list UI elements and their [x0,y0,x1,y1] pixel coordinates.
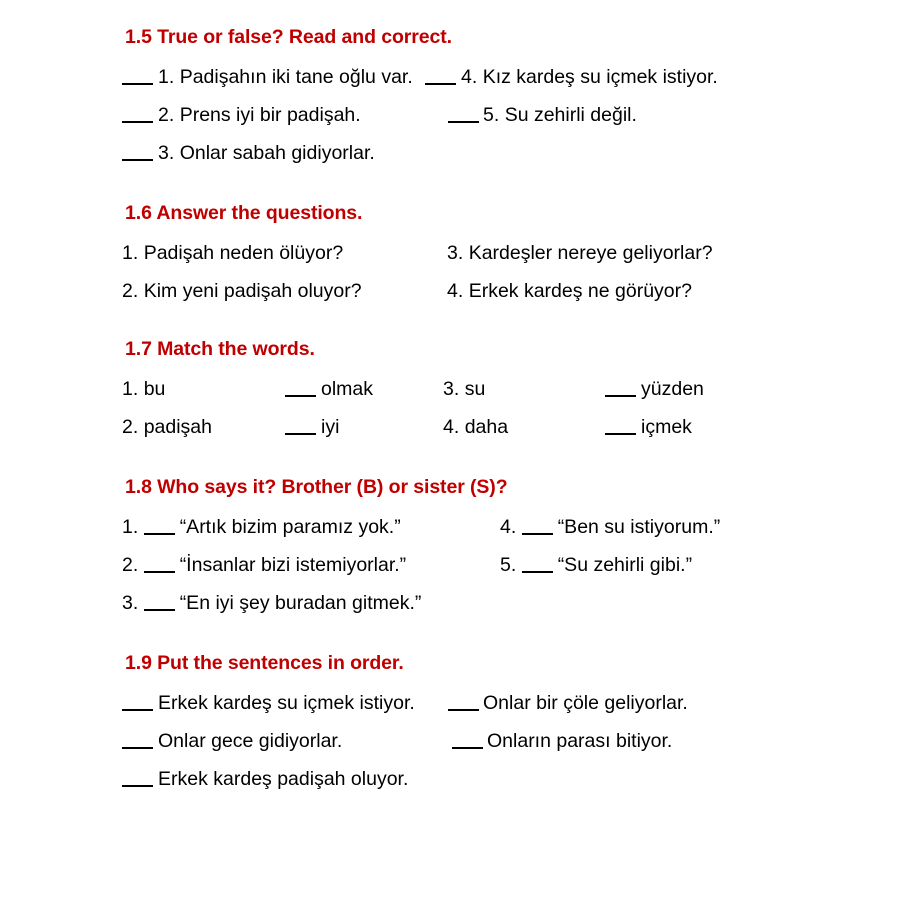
answer-blank[interactable] [425,64,456,85]
order-item-1-9-2 [122,722,342,760]
item-text: “En iyi şey buradan gitmek.” [179,592,422,614]
worksheet-row [0,272,914,310]
item-number: 3. [447,242,464,264]
item-number: 1. [122,242,139,264]
answer-blank[interactable] [605,376,636,397]
item-number: 4. [461,66,478,88]
worksheet-row [0,546,914,584]
worksheet-row [0,684,914,722]
item-number: 2. [122,554,139,576]
section-heading-1-8: 1.8 Who says it? Brother (B) or sister (S)? [125,476,508,498]
item-number: 4. [443,416,460,438]
answer-blank[interactable] [448,690,479,711]
item-text: Erkek kardeş ne görüyor? [468,280,692,302]
item-text: “Su zehirli gibi.” [557,554,693,576]
match-target-1-7-d [605,408,692,446]
item-text: Erkek kardeş su içmek istiyor. [158,692,415,714]
match-target-1-7-b [285,408,339,446]
item-number: 2. [158,104,175,126]
order-item-1-9-1 [122,684,415,722]
answer-blank[interactable] [122,102,153,123]
answer-blank[interactable] [122,140,153,161]
item-text: Onlar bir çöle geliyorlar. [483,692,688,714]
item-text: Prens iyi bir padişah. [179,104,361,126]
answer-blank[interactable] [448,102,479,123]
item-text: Kardeşler nereye geliyorlar? [468,242,713,264]
match-item-1-7-3 [443,370,485,408]
item-text: Erkek kardeş padişah oluyor. [158,768,409,790]
answer-blank[interactable] [122,64,153,85]
answer-item-1-5-5 [448,96,637,134]
answer-blank[interactable] [285,376,316,397]
item-text: Su zehirli değil. [504,104,637,126]
section-1-9 [0,648,914,798]
question-item-1-6-4 [447,272,692,310]
item-number: 4. [447,280,464,302]
match-item-1-7-1 [122,370,165,408]
answer-blank[interactable] [605,414,636,435]
item-number: 2. [122,416,139,438]
item-text: Padişah neden ölüyor? [143,242,344,264]
worksheet-row [0,722,914,760]
answer-blank[interactable] [452,728,483,749]
answer-blank[interactable] [122,690,153,711]
item-text: daha [464,416,509,438]
worksheet-row [0,760,914,798]
worksheet-row [0,370,914,408]
quote-item-1-8-4 [500,508,720,546]
question-item-1-6-2 [122,272,362,310]
answer-blank[interactable] [144,590,175,611]
item-text: Padişahın iki tane oğlu var. [179,66,413,88]
answer-blank[interactable] [144,514,175,535]
worksheet-row [0,408,914,446]
quote-item-1-8-5 [500,546,692,584]
answer-blank[interactable] [122,728,153,749]
answer-blank[interactable] [144,552,175,573]
section-heading-1-6: 1.6 Answer the questions. [125,202,363,224]
answer-item-1-5-2 [122,96,361,134]
question-item-1-6-1 [122,234,343,272]
item-text: “Ben su istiyorum.” [557,516,721,538]
answer-item-1-5-4 [425,58,718,96]
match-word: iyi [321,416,340,438]
section-heading-1-5: 1.5 True or false? Read and correct. [125,26,452,48]
match-word: içmek [641,416,692,438]
worksheet-row [0,584,914,622]
item-number: 5. [483,104,500,126]
item-number: 3. [158,142,175,164]
order-item-1-9-4 [448,684,688,722]
item-text: Kız kardeş su içmek istiyor. [482,66,718,88]
item-text: padişah [143,416,212,438]
item-text: “Artık bizim paramız yok.” [179,516,401,538]
item-number: 1. [158,66,175,88]
section-1-8 [0,472,914,622]
answer-blank[interactable] [522,552,553,573]
worksheet-row [0,508,914,546]
item-text: “İnsanlar bizi istemiyorlar.” [179,554,407,576]
answer-blank[interactable] [122,766,153,787]
match-item-1-7-4 [443,408,508,446]
item-number: 1. [122,516,139,538]
item-text: Onlar gece gidiyorlar. [158,730,343,752]
order-item-1-9-5 [452,722,672,760]
quote-item-1-8-1 [122,508,401,546]
quote-item-1-8-3 [122,584,421,622]
item-number: 1. [122,378,139,400]
order-item-1-9-3 [122,760,408,798]
worksheet-row [0,234,914,272]
match-word: yüzden [641,378,704,400]
quote-item-1-8-2 [122,546,406,584]
section-heading-1-7: 1.7 Match the words. [125,338,315,360]
section-heading-1-9: 1.9 Put the sentences in order. [125,652,404,674]
answer-item-1-5-1 [122,58,413,96]
item-text: Onlar sabah gidiyorlar. [179,142,375,164]
item-number: 5. [500,554,517,576]
answer-blank[interactable] [522,514,553,535]
item-text: su [464,378,486,400]
item-text: bu [143,378,166,400]
section-1-6 [0,198,914,310]
worksheet-row [0,134,914,172]
section-1-7 [0,334,914,446]
item-text: Kim yeni padişah oluyor? [143,280,362,302]
worksheet-row [0,58,914,96]
item-text: Onların parası bitiyor. [487,730,673,752]
item-number: 3. [443,378,460,400]
match-item-1-7-2 [122,408,212,446]
item-number: 2. [122,280,139,302]
match-word: olmak [321,378,374,400]
worksheet-row [0,96,914,134]
item-number: 3. [122,592,139,614]
match-target-1-7-c [605,370,704,408]
match-target-1-7-a [285,370,373,408]
question-item-1-6-3 [447,234,713,272]
section-1-5 [0,22,914,172]
answer-blank[interactable] [285,414,316,435]
answer-item-1-5-3 [122,134,375,172]
item-number: 4. [500,516,517,538]
